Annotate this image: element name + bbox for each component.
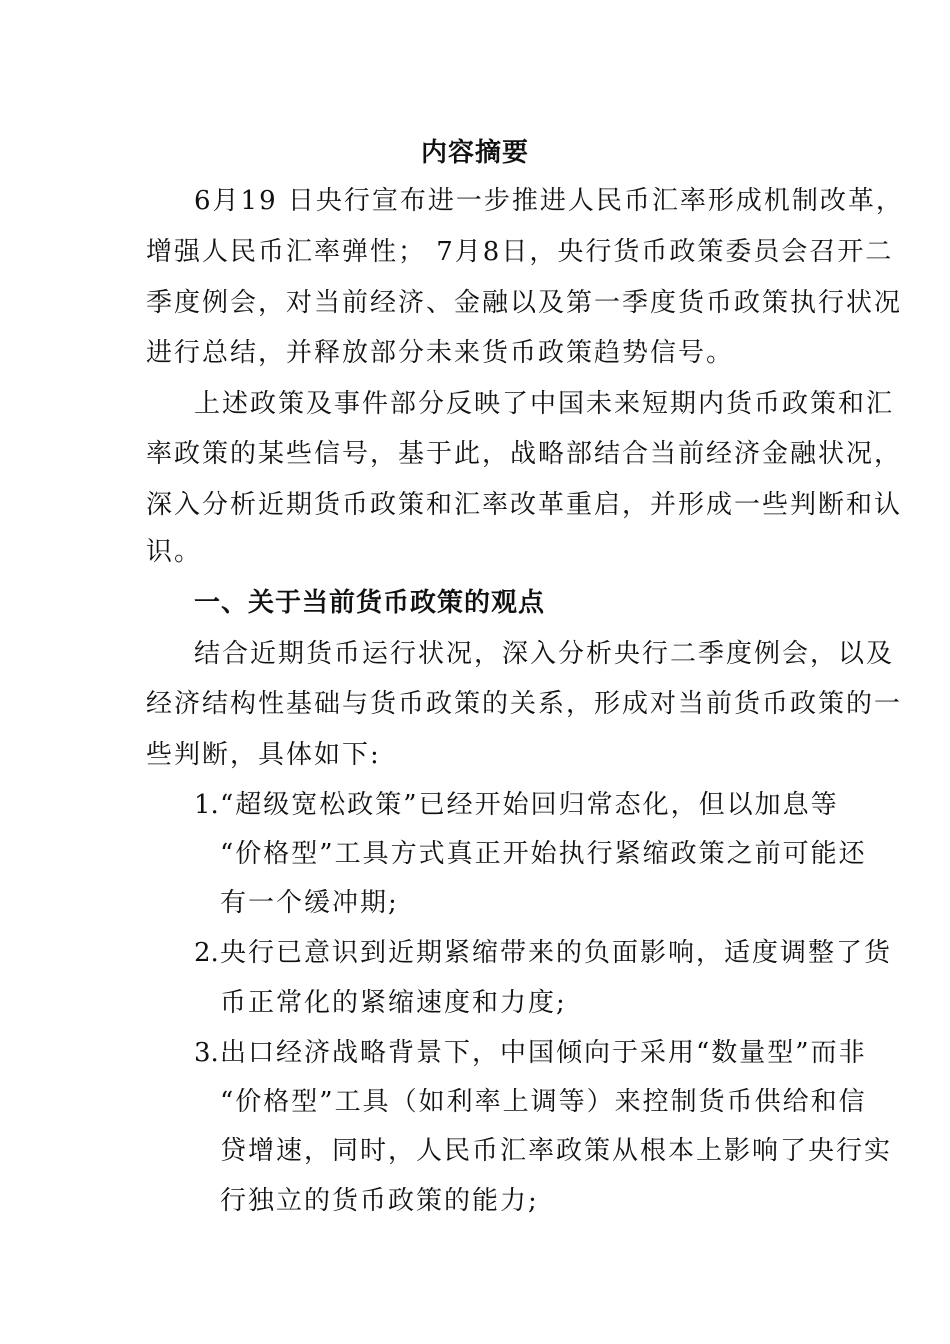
list-item-3-line-3: 贷增速，同时，人民币汇率政策从根本上影响了央行实 (220, 1136, 893, 1166)
list-item-3-line-1: 出口经济战略背景下，中国倾向于采用“数量型”而非 (220, 1038, 867, 1068)
list-item-3-line-4: 行独立的货币政策的能力; (220, 1186, 539, 1216)
list-item-2-number: 2. (194, 938, 219, 968)
list-item-3-line-2: “价格型”工具（如利率上调等）来控制货币供给和信 (220, 1087, 867, 1117)
section-intro-line-1: 结合近期货币运行状况，深入分析央行二季度例会，以及 (194, 639, 895, 669)
list-item-1-line-1: “超级宽松政策”已经开始回归常态化，但以加息等 (220, 790, 839, 820)
paragraph-1-line-4: 进行总结，并释放部分未来货币政策趋势信号。 (146, 338, 735, 368)
list-item-1-line-2: “价格型”工具方式真正开始执行紧缩政策之前可能还 (220, 839, 867, 869)
paragraph-1-line-2: 增强人民币汇率弹性； 7月8日，央行货币政策委员会召开二 (146, 237, 894, 267)
document-title: 内容摘要 (420, 138, 529, 168)
section-intro-line-2: 经济结构性基础与货币政策的关系，形成对当前货币政策的一 (146, 689, 903, 719)
paragraph-1-line-3: 季度例会，对当前经济、金融以及第一季度货币政策执行状况 (146, 288, 903, 318)
list-item-2-line-1: 央行已意识到近期紧缩带来的负面影响，适度调整了货 (220, 938, 893, 968)
paragraph-2-line-4: 识。 (146, 537, 203, 567)
list-item-1-number: 1. (194, 790, 219, 820)
list-item-3-number: 3. (194, 1038, 219, 1068)
paragraph-2-line-3: 深入分析近期货币政策和汇率改革重启，并形成一些判断和认 (146, 490, 903, 520)
paragraph-1-line-1: 6月19 日央行宣布进一步推进人民币汇率形成机制改革， (194, 186, 904, 216)
list-item-2-line-2: 币正常化的紧缩速度和力度; (220, 988, 567, 1018)
paragraph-2-line-2: 率政策的某些信号，基于此，战略部结合当前经济金融状况， (146, 439, 903, 469)
section-intro-line-3: 些判断，具体如下: (146, 740, 381, 770)
section-heading: 一、关于当前货币政策的观点 (194, 588, 546, 618)
paragraph-2-line-1: 上述政策及事件部分反映了中国未来短期内货币政策和汇 (194, 389, 895, 419)
list-item-1-line-3: 有一个缓冲期; (220, 888, 399, 918)
